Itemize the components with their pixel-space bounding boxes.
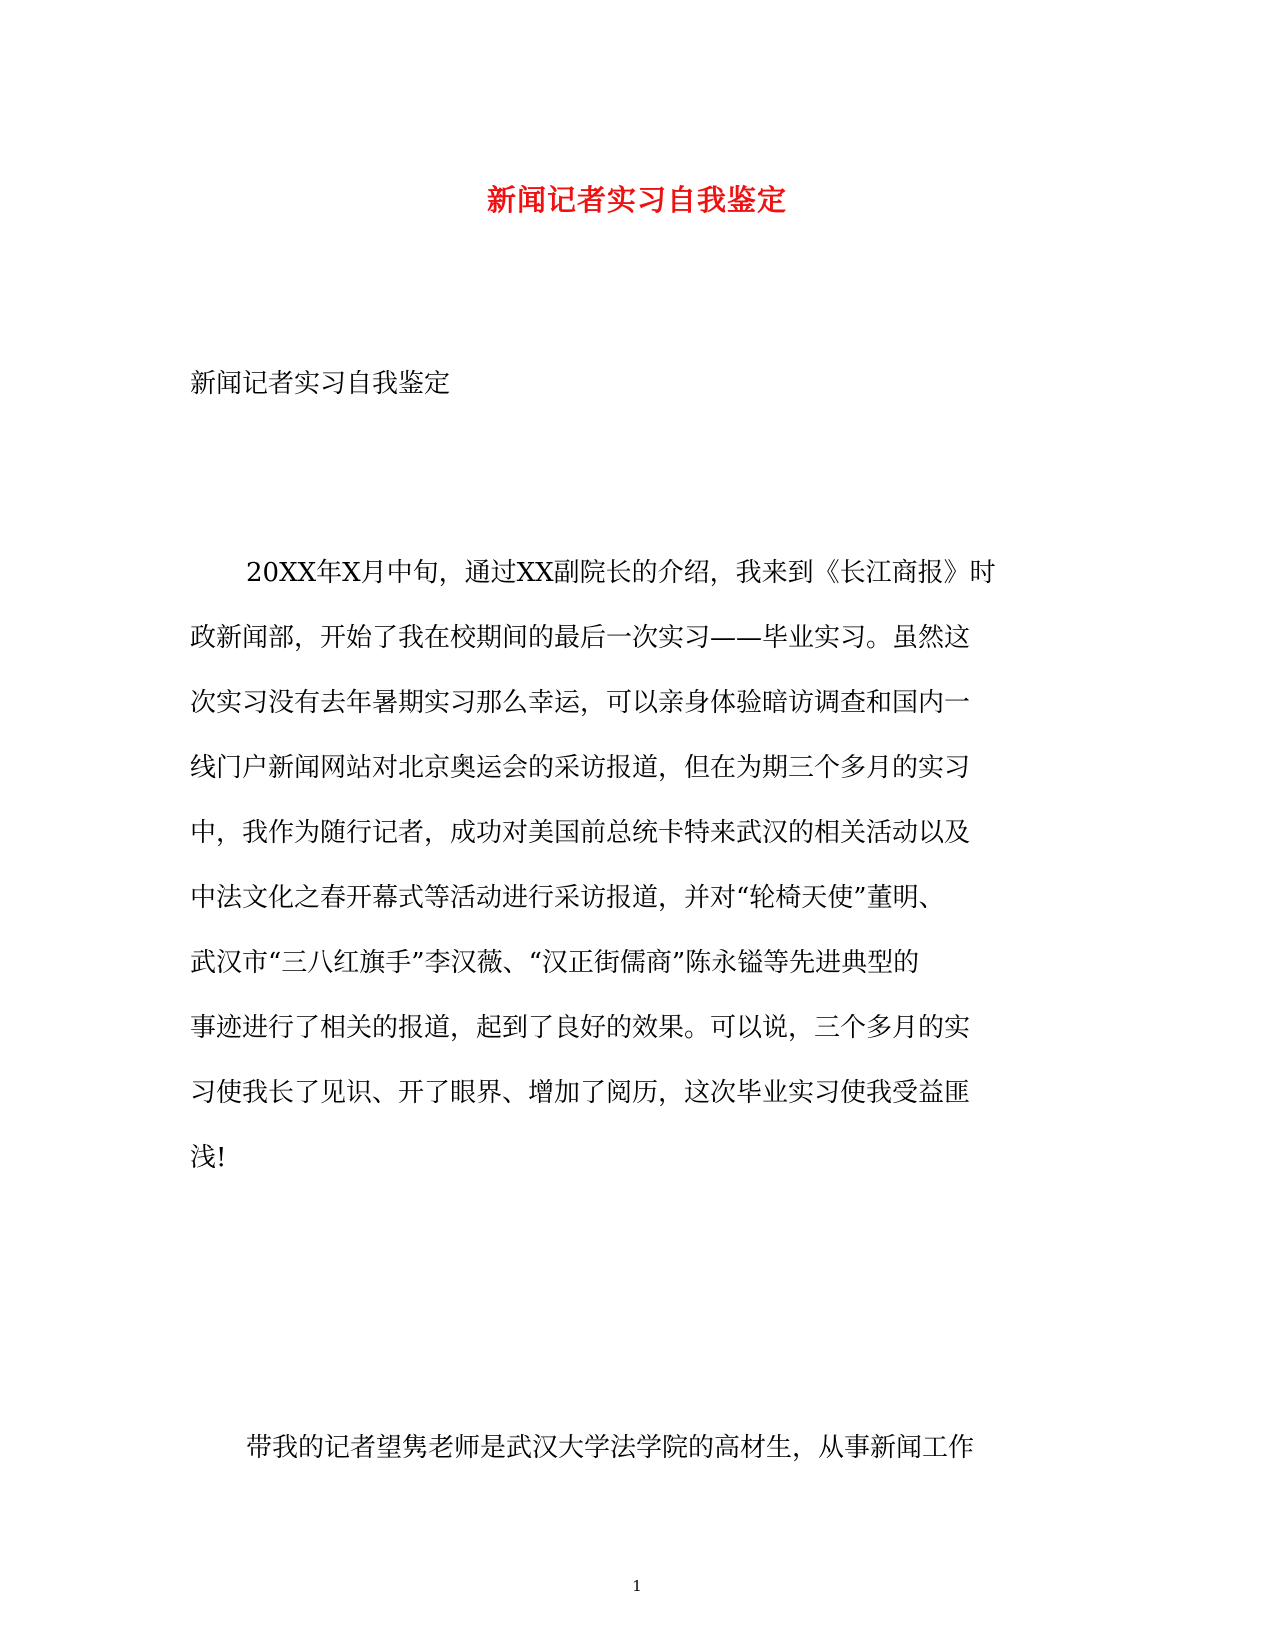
paragraph-line: 习使我长了见识、开了眼界、增加了阅历，这次毕业实习使我受益匪 <box>190 1078 971 1108</box>
paragraph-line: 中，我作为随行记者，成功对美国前总统卡特来武汉的相关活动以及 <box>190 818 971 848</box>
document-subtitle: 新闻记者实习自我鉴定 <box>190 369 451 399</box>
paragraph-line: 中法文化之春开幕式等活动进行采访报道，并对“轮椅天使”董明、 <box>190 883 945 913</box>
paragraph-line: 次实习没有去年暑期实习那么幸运，可以亲身体验暗访调查和国内一 <box>190 688 971 718</box>
document-title: 新闻记者实习自我鉴定 <box>486 183 787 217</box>
paragraph-1 <box>190 541 1086 1191</box>
paragraph-line: 浅! <box>190 1143 227 1173</box>
paragraph-line: 20XX年X月中旬，通过XX副院长的介绍，我来到《长江商报》时 <box>246 558 996 588</box>
paragraph-line: 政新闻部，开始了我在校期间的最后一次实习——毕业实习。虽然这 <box>190 623 971 653</box>
paragraph-line: 武汉市“三八红旗手”李汉薇、“汉正街儒商”陈永镒等先进典型的 <box>190 948 920 978</box>
paragraph-line: 事迹进行了相关的报道，起到了良好的效果。可以说，三个多月的实 <box>190 1013 971 1043</box>
paragraph-2 <box>190 1416 1086 1481</box>
paragraph-line: 带我的记者望隽老师是武汉大学法学院的高材生，从事新闻工作 <box>246 1433 975 1463</box>
page-number: 1 <box>632 1577 642 1595</box>
paragraph-line: 线门户新闻网站对北京奥运会的采访报道，但在为期三个多月的实习 <box>190 753 971 783</box>
